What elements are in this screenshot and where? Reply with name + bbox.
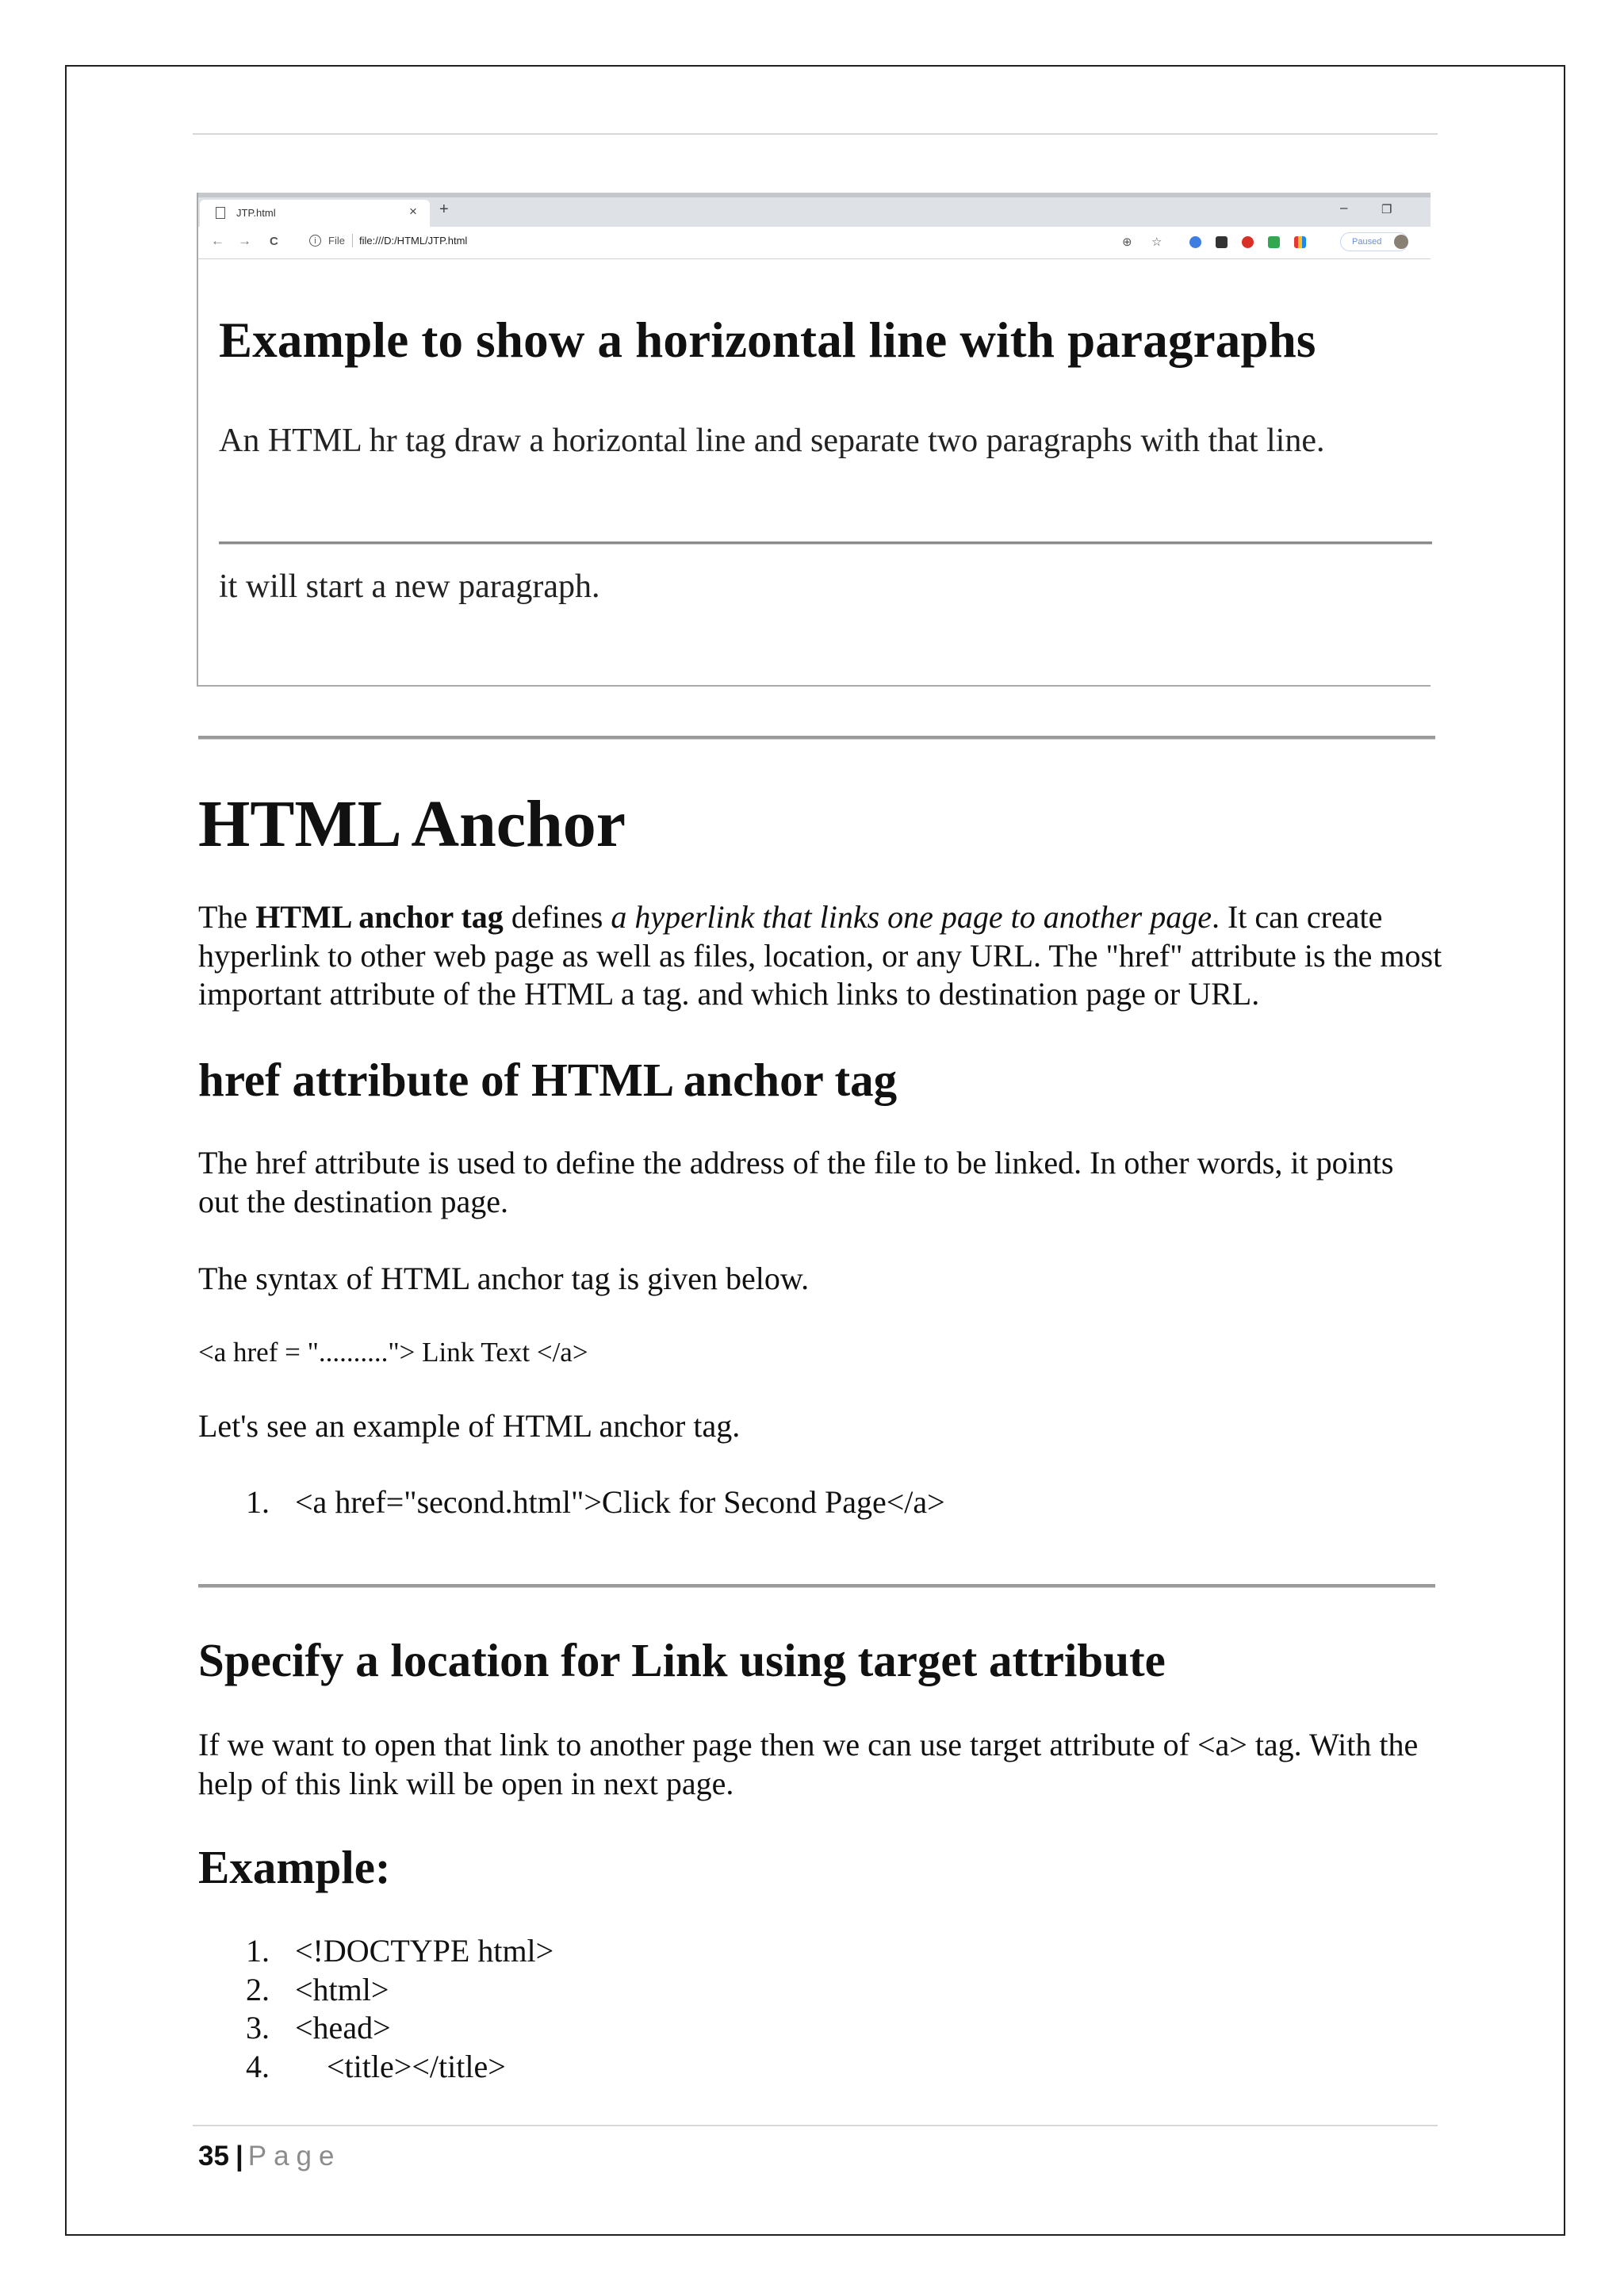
url-separator xyxy=(352,234,353,247)
code-line: <!DOCTYPE html> xyxy=(295,1933,554,1969)
footer-rule xyxy=(193,2125,1438,2126)
url-input[interactable]: file:///D:/HTML/JTP.html xyxy=(359,235,468,247)
intro-bold-term: HTML anchor tag xyxy=(255,899,504,935)
list-item xyxy=(198,2048,553,2087)
extension-icon[interactable] xyxy=(1268,236,1280,248)
page-number: 35 xyxy=(198,2141,229,2172)
list-number: 1. xyxy=(246,1933,270,1969)
restore-button[interactable]: ❐ xyxy=(1381,203,1392,216)
star-icon[interactable]: ☆ xyxy=(1151,235,1162,249)
extension-icon[interactable] xyxy=(1216,236,1228,248)
page-label: Page xyxy=(247,2141,342,2172)
list-item xyxy=(198,2009,553,2048)
browser-tab[interactable] xyxy=(200,200,430,227)
info-icon[interactable]: i xyxy=(309,235,321,247)
list-item xyxy=(198,1483,945,1522)
intro-italic-definition: a hyperlink that links one page to another page xyxy=(611,899,1212,935)
screenshot-horizontal-rule xyxy=(219,541,1432,545)
reload-button[interactable]: C xyxy=(270,235,278,248)
address-bar xyxy=(198,227,1431,259)
syntax-intro: The syntax of HTML anchor tag is given below. xyxy=(198,1261,810,1296)
browser-screenshot xyxy=(197,193,1431,687)
url-scheme: File xyxy=(328,235,345,247)
example-heading: Example: xyxy=(198,1841,391,1893)
avatar[interactable] xyxy=(1394,235,1408,249)
extension-icon[interactable] xyxy=(1189,236,1201,248)
profile-paused-badge[interactable]: Paused xyxy=(1340,232,1408,251)
section-title: HTML Anchor xyxy=(198,787,626,861)
screenshot-paragraph: it will start a new paragraph. xyxy=(219,568,600,605)
tab-close-icon[interactable]: × xyxy=(409,204,417,219)
code-list xyxy=(198,1932,553,2086)
code-line: <title></title> xyxy=(295,2048,506,2084)
back-button[interactable]: ← xyxy=(211,233,224,248)
forward-button[interactable]: → xyxy=(238,233,251,248)
intro-text: The xyxy=(198,899,256,935)
target-paragraph: If we want to open that link to another page then we can use target attribute of <a> tag. With the help of this link will be open in next page. xyxy=(198,1727,1419,1801)
target-heading: Specify a location for Link using target attribute xyxy=(198,1634,1166,1686)
list-number: 3. xyxy=(246,2010,270,2045)
horizontal-rule xyxy=(198,1584,1435,1588)
syntax-code: <a href = ".........."> Link Text </a> xyxy=(198,1337,588,1368)
horizontal-rule xyxy=(198,736,1435,740)
list-text: <a href="second.html">Click for Second Page</a> xyxy=(295,1484,945,1520)
intro-text: defines xyxy=(503,899,611,935)
screenshot-heading: Example to show a horizontal line with paragraphs xyxy=(219,312,1316,368)
intro-paragraph xyxy=(198,898,1443,1014)
href-paragraph: The href attribute is used to define the address of the file to be linked. In other words, it points out the destination page. xyxy=(198,1145,1394,1219)
tab-title: JTP.html xyxy=(236,207,276,219)
extension-icon[interactable] xyxy=(1294,236,1306,248)
code-line: <head> xyxy=(295,2010,391,2045)
list-item xyxy=(198,1932,553,1971)
list-number: 4. xyxy=(246,2048,270,2084)
screenshot-paragraph: An HTML hr tag draw a horizontal line and separate two paragraphs with that line. xyxy=(219,423,1325,459)
list-number: 2. xyxy=(246,1971,270,2007)
list-item xyxy=(198,1971,553,2010)
browser-tab-bar xyxy=(198,193,1431,227)
page-footer xyxy=(198,2139,341,2174)
minimize-button[interactable]: – xyxy=(1340,200,1348,215)
pinterest-icon[interactable] xyxy=(1242,236,1254,248)
code-line: <html> xyxy=(295,1971,389,2007)
href-heading: href attribute of HTML anchor tag xyxy=(198,1054,898,1106)
example-intro: Let's see an example of HTML anchor tag. xyxy=(198,1408,741,1444)
new-tab-button[interactable]: + xyxy=(439,201,449,218)
footer-separator: | xyxy=(235,2141,243,2172)
zoom-icon[interactable]: ⊕ xyxy=(1122,235,1132,249)
list-number: 1. xyxy=(246,1484,270,1520)
header-rule xyxy=(193,133,1438,135)
intro-text: . It can create hyperlink to other web page as well as files, location, or any URL. The "href" attribute is the most important attribute of the HTML a tag. and which links to destination page or URL. xyxy=(198,899,1442,1012)
document-icon xyxy=(216,207,225,219)
example-list xyxy=(198,1483,945,1522)
